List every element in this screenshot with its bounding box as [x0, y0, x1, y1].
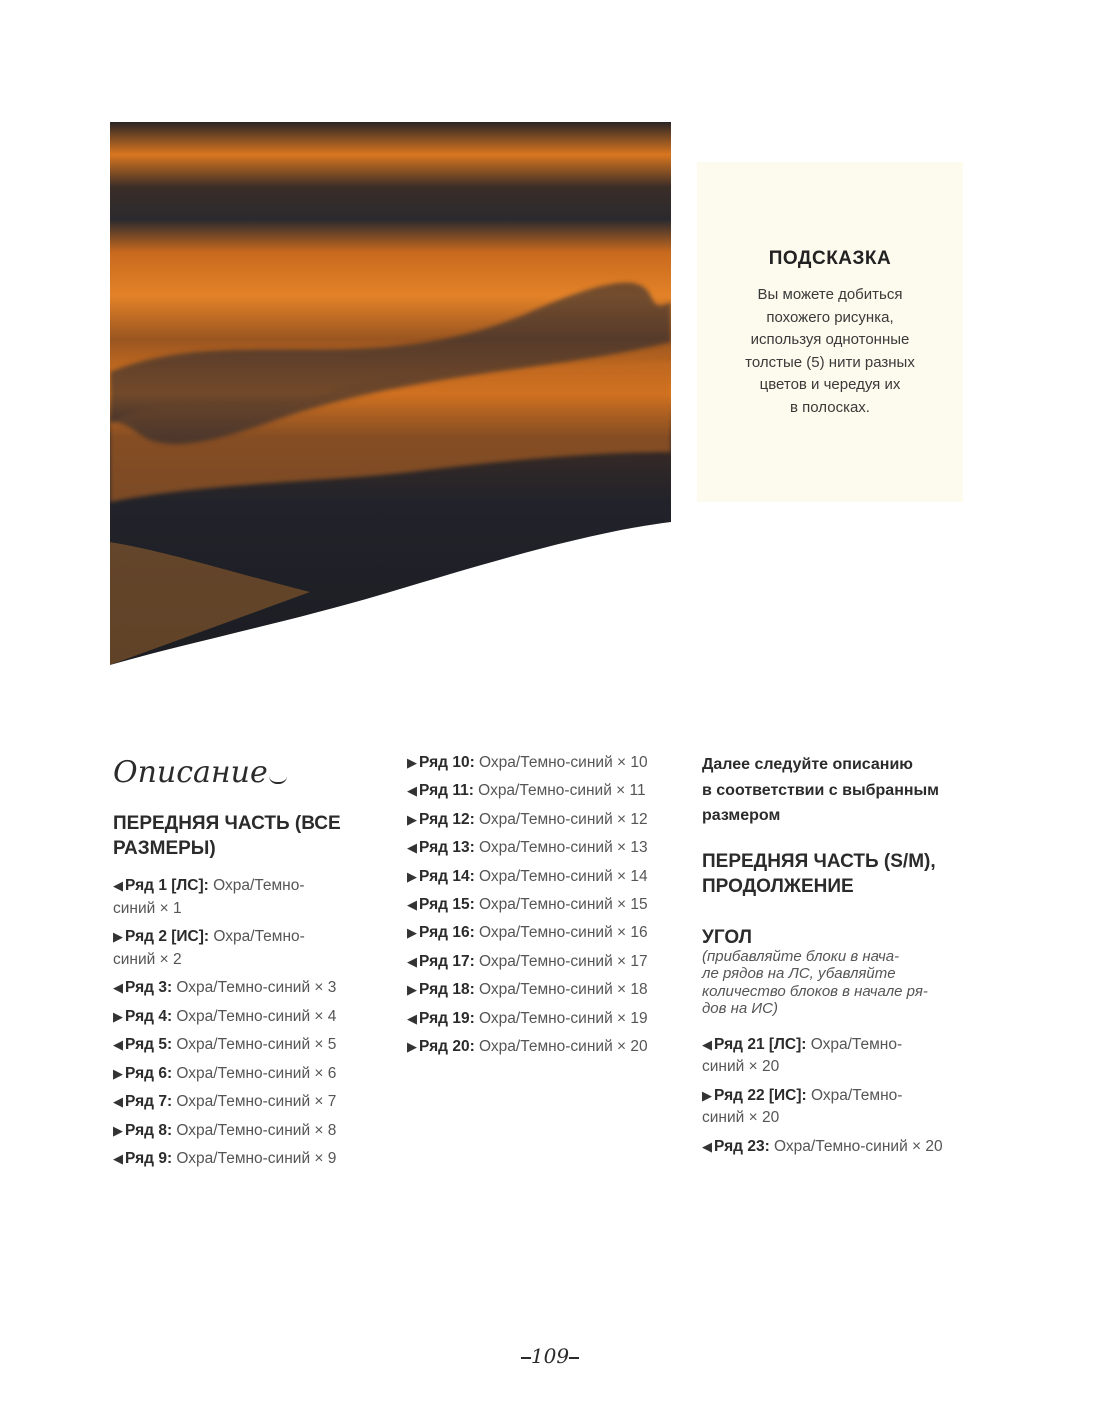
row-text: Охра/Темно-синий × 6	[172, 1064, 337, 1082]
flourish-icon	[269, 774, 287, 784]
page-number-text: 109	[530, 1344, 570, 1368]
row-label: Ряд 11:	[419, 782, 474, 800]
column-3	[702, 752, 977, 1164]
arrow-right-icon: ▶	[702, 1087, 712, 1103]
note-line: количество блоков в начале ря-	[702, 982, 928, 1000]
tip-line: используя однотонные	[750, 331, 910, 349]
row-text: Охра/Темно-синий × 8	[172, 1121, 337, 1139]
row-label: Ряд 13:	[419, 839, 475, 857]
row-text: синий × 2	[113, 950, 182, 968]
row-text: Охра/Темно-	[806, 1035, 903, 1053]
row-text: Охра/Темно-синий × 17	[474, 952, 648, 970]
pattern-row	[702, 1085, 977, 1130]
arrow-left-icon: ◀	[113, 1151, 123, 1166]
pattern-row	[113, 1034, 373, 1057]
row-label: Ряд 10:	[419, 754, 475, 771]
tip-line: толстые (5) нити разных	[745, 353, 915, 371]
page-number	[0, 1344, 1100, 1368]
corner-heading: УГОЛ	[702, 926, 752, 948]
row-label: Ряд 12:	[419, 810, 475, 828]
row-label: Ряд 17:	[419, 952, 475, 970]
row-text: Охра/Темно-синий × 7	[172, 1093, 337, 1110]
row-label: Ряд 1 [ЛС]:	[125, 877, 209, 894]
pattern-row	[113, 1063, 373, 1086]
arrow-right-icon: ▶	[407, 982, 417, 998]
row-text: Охра/Темно-синий × 20	[474, 1037, 648, 1055]
arrow-left-icon: ◀	[407, 896, 417, 912]
note-line: дов на ИС)	[702, 1000, 778, 1017]
row-label: Ряд 18:	[419, 981, 475, 999]
row-text: Охра/Темно-	[209, 928, 305, 945]
pattern-row	[407, 1008, 687, 1031]
pattern-row	[113, 1120, 373, 1143]
arrow-left-icon: ◀	[113, 1094, 123, 1109]
knitted-fabric-photo	[110, 122, 671, 665]
pattern-row	[407, 894, 687, 917]
pattern-row	[407, 1036, 687, 1059]
pattern-row	[702, 1136, 977, 1159]
front-part-sm-heading	[702, 849, 977, 899]
column-1	[113, 755, 373, 1177]
row-text: Охра/Темно-синий × 9	[172, 1150, 337, 1167]
instruction-line: размером	[702, 807, 781, 824]
row-label: Ряд 22 [ИС]:	[714, 1086, 807, 1104]
pattern-row	[407, 951, 687, 974]
row-text: Охра/Темно-синий × 12	[474, 810, 648, 828]
dash-left-icon	[521, 1357, 531, 1359]
arrow-right-icon: ▶	[407, 755, 417, 770]
tip-text	[717, 284, 943, 420]
tip-line: в полосках.	[790, 398, 870, 416]
row-label: Ряд 7:	[125, 1093, 173, 1110]
arrow-right-icon: ▶	[113, 929, 123, 944]
tip-title: ПОДСКАЗКА	[768, 248, 892, 269]
note-line: (прибавляйте блоки в нача-	[702, 947, 900, 965]
heading-line: ПЕРЕДНЯЯ ЧАСТЬ (S/M),	[702, 850, 936, 872]
arrow-right-icon: ▶	[113, 1122, 123, 1138]
corner-note	[702, 948, 977, 1018]
row-label: Ряд 15:	[419, 895, 475, 913]
row-label: Ряд 4:	[125, 1007, 173, 1025]
row-text: Охра/Темно-синий × 11	[473, 782, 646, 800]
row-text: Охра/Темно-синий × 16	[474, 924, 648, 942]
row-text: Охра/Темно-синий × 3	[172, 979, 337, 996]
arrow-right-icon: ▶	[407, 811, 417, 827]
row-text: Охра/Темно-синий × 13	[474, 839, 648, 857]
pattern-row	[407, 837, 687, 860]
tip-line: похожего рисунка,	[766, 308, 894, 326]
arrow-right-icon: ▶	[407, 925, 417, 941]
pattern-row	[702, 1034, 977, 1079]
row-text: Охра/Темно-синий × 15	[474, 895, 648, 913]
knitted-fabric-image	[110, 122, 671, 665]
tip-line: Вы можете добиться	[757, 286, 903, 303]
pattern-row	[113, 1006, 373, 1029]
pattern-row	[407, 866, 687, 889]
heading-line: РАЗМЕРЫ)	[113, 838, 216, 859]
arrow-left-icon: ◀	[113, 878, 123, 893]
pattern-row	[113, 977, 373, 1000]
pattern-row	[407, 979, 687, 1002]
tip-box	[697, 162, 963, 502]
section-title-text: Описание	[113, 755, 268, 790]
row-text: Охра/Темно-синий × 4	[172, 1007, 337, 1025]
arrow-left-icon: ◀	[407, 783, 417, 799]
pattern-row	[407, 922, 687, 945]
row-label: Ряд 9:	[125, 1150, 173, 1167]
row-label: Ряд 5:	[125, 1036, 173, 1053]
column-2	[407, 752, 687, 1064]
arrow-left-icon: ◀	[407, 840, 417, 856]
pattern-row	[113, 1148, 373, 1171]
pattern-row	[113, 926, 373, 971]
row-label: Ряд 19:	[419, 1009, 475, 1027]
row-text: Охра/Темно-синий × 10	[474, 754, 648, 771]
row-label: Ряд 3:	[125, 979, 173, 996]
row-text: Охра/Темно-	[806, 1086, 903, 1104]
arrow-right-icon: ▶	[407, 868, 417, 884]
arrow-left-icon: ◀	[702, 1138, 712, 1154]
arrow-right-icon: ▶	[407, 1038, 417, 1054]
arrow-right-icon: ▶	[113, 1008, 123, 1024]
front-part-heading	[113, 811, 373, 861]
row-text: синий × 20	[702, 1058, 780, 1075]
pattern-row	[407, 780, 687, 803]
tip-line: цветов и чередуя их	[759, 376, 901, 394]
row-text: Охра/Темно-синий × 18	[474, 981, 648, 999]
heading-line: ПЕРЕДНЯЯ ЧАСТЬ (ВСЕ	[113, 813, 341, 834]
row-text: Охра/Темно-синий × 20	[769, 1137, 943, 1155]
note-line: ле рядов на ЛС, убавляйте	[702, 965, 896, 982]
row-label: Ряд 2 [ИС]:	[125, 928, 210, 945]
row-text: Охра/Темно-синий × 14	[474, 867, 648, 885]
pattern-row	[113, 875, 373, 920]
row-text: синий × 20	[702, 1109, 780, 1126]
arrow-left-icon: ◀	[113, 980, 123, 995]
row-text: синий × 1	[113, 899, 182, 917]
pattern-row	[113, 1091, 373, 1114]
arrow-left-icon: ◀	[407, 1010, 417, 1026]
arrow-left-icon: ◀	[407, 953, 417, 969]
size-instruction	[702, 752, 977, 829]
row-text: Охра/Темно-	[208, 877, 305, 894]
instruction-line: Далее следуйте описанию	[702, 756, 913, 773]
row-label: Ряд 14:	[419, 867, 475, 885]
row-label: Ряд 16:	[419, 924, 475, 942]
arrow-left-icon: ◀	[113, 1037, 123, 1052]
arrow-right-icon: ▶	[113, 1065, 123, 1081]
pattern-row	[407, 809, 687, 832]
arrow-left-icon: ◀	[702, 1036, 712, 1052]
instruction-line: в соответствии с выбранным	[702, 781, 940, 799]
dash-right-icon	[569, 1357, 579, 1359]
heading-line: ПРОДОЛЖЕНИЕ	[702, 875, 854, 897]
section-title	[113, 755, 373, 795]
row-label: Ряд 20:	[419, 1037, 475, 1055]
row-label: Ряд 6:	[125, 1064, 173, 1082]
row-text: Охра/Темно-синий × 5	[172, 1036, 337, 1053]
row-label: Ряд 23:	[714, 1137, 770, 1155]
pattern-row	[407, 752, 687, 775]
row-label: Ряд 8:	[125, 1121, 173, 1139]
row-text: Охра/Темно-синий × 19	[474, 1009, 648, 1027]
row-label: Ряд 21 [ЛС]:	[714, 1035, 807, 1053]
